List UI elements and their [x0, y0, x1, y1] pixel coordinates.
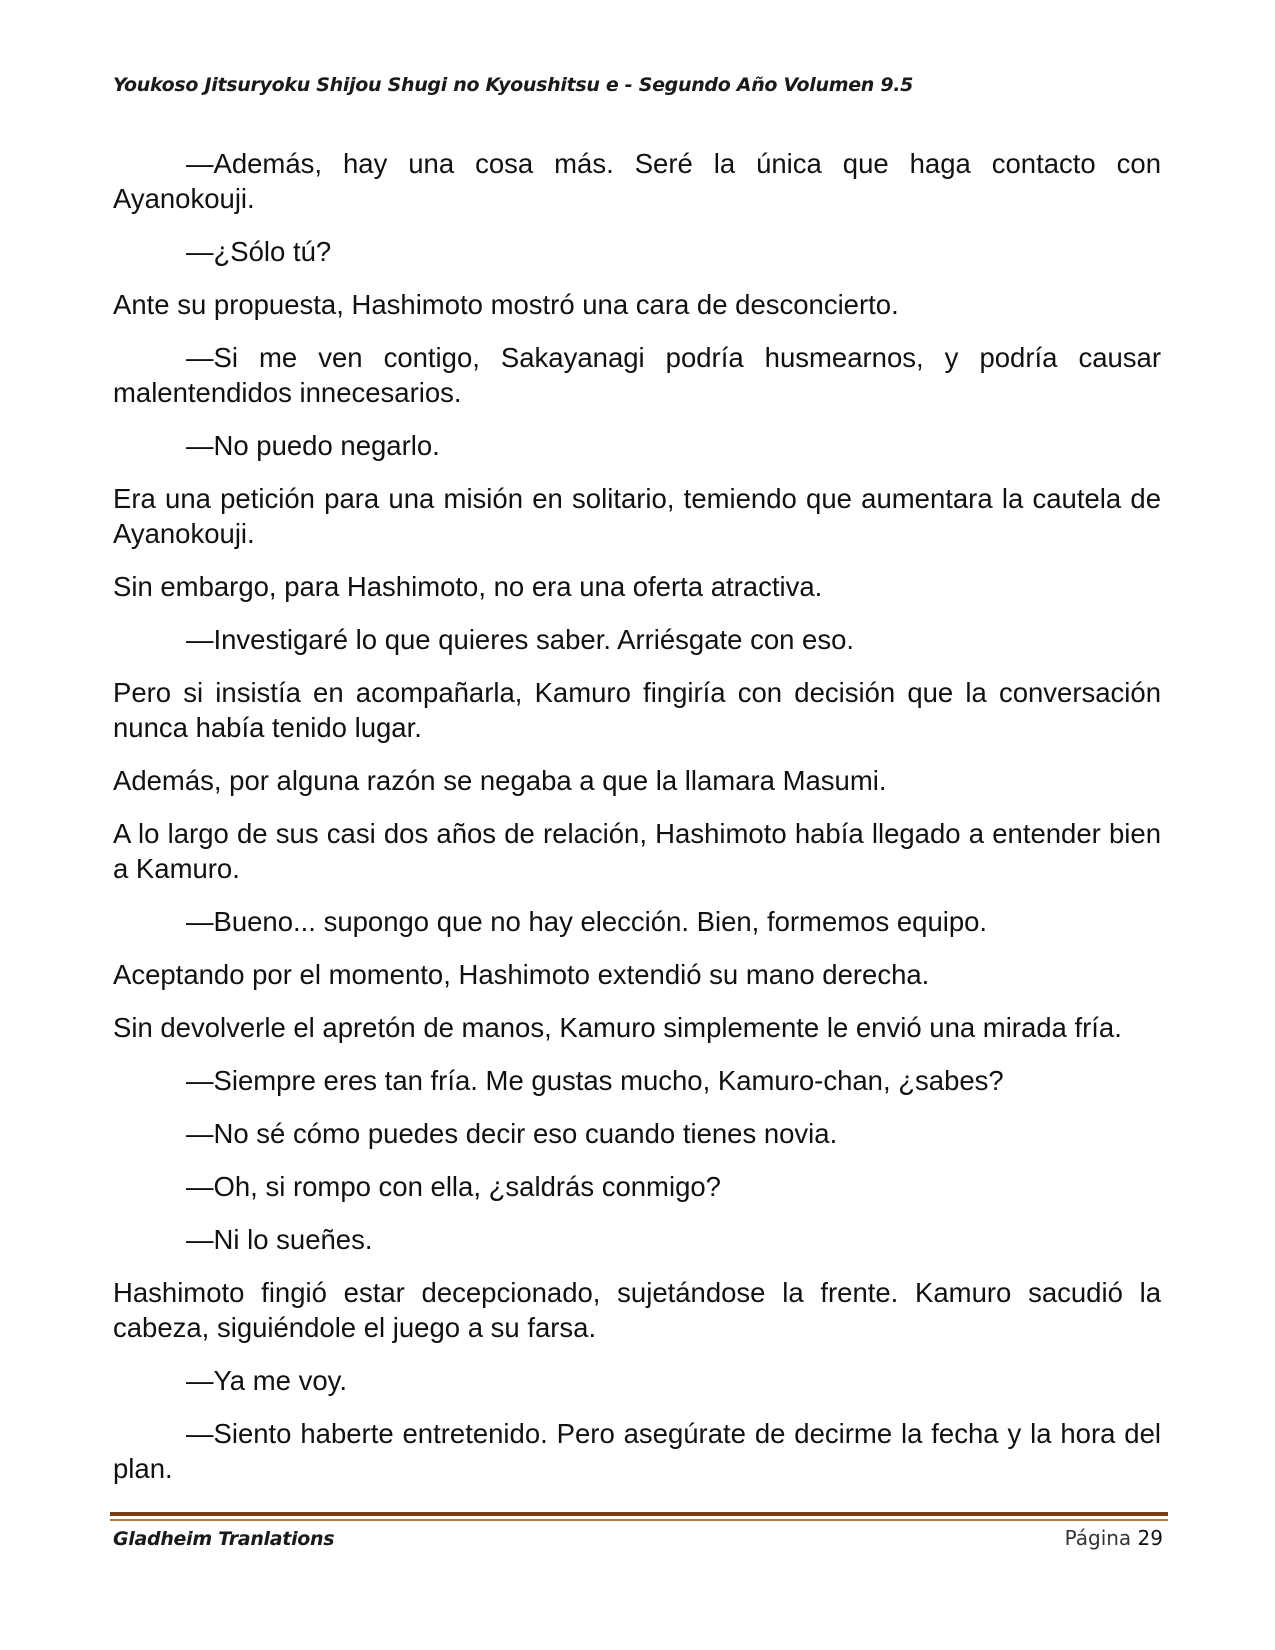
- paragraph-21: —Siento haberte entretenido. Pero asegúrate de decirme la fecha y la hora del plan.: [113, 1418, 1161, 1484]
- paragraph-17: —Oh, si rompo con ella, ¿saldrás conmigo?: [186, 1171, 721, 1202]
- paragraph-8: —Investigaré lo que quieres saber. Arriésgate con eso.: [186, 624, 855, 655]
- paragraph-13: Aceptando por el momento, Hashimoto extendió su mano derecha.: [113, 959, 930, 990]
- page-body: [113, 146, 1161, 1504]
- footer-rule-thin: [110, 1519, 1168, 1521]
- paragraph-1: —Además, hay una cosa más. Seré la única que haga contacto con Ayanokouji.: [113, 148, 1161, 214]
- page-number: 29: [1137, 1526, 1163, 1550]
- paragraph-4: —Si me ven contigo, Sakayanagi podría husmearnos, y podría causar malentendidos innecesarios.: [113, 342, 1161, 408]
- footer-credit: Gladheim Tranlations: [113, 1528, 335, 1550]
- page-number-label: [1065, 1526, 1163, 1550]
- paragraph-6: Era una petición para una misión en solitario, temiendo que aumentara la cautela de Ayanokouji.: [113, 483, 1161, 549]
- paragraph-14: Sin devolverle el apretón de manos, Kamuro simplemente le envió una mirada fría.: [113, 1012, 1122, 1043]
- page-label: Página: [1064, 1526, 1132, 1550]
- paragraph-7: Sin embargo, para Hashimoto, no era una oferta atractiva.: [113, 571, 823, 602]
- running-header: Youkoso Jitsuryoku Shijou Shugi no Kyoushitsu e - Segundo Año Volumen 9.5: [113, 74, 914, 96]
- paragraph-18: —Ni lo sueñes.: [186, 1224, 373, 1255]
- paragraph-5: —No puedo negarlo.: [186, 430, 440, 461]
- paragraph-20: —Ya me voy.: [186, 1365, 347, 1396]
- paragraph-10: Además, por alguna razón se negaba a que la llamara Masumi.: [113, 765, 887, 796]
- paragraph-11: A lo largo de sus casi dos años de relación, Hashimoto había llegado a entender bien a Kamuro.: [113, 818, 1161, 884]
- paragraph-3: Ante su propuesta, Hashimoto mostró una cara de desconcierto.: [113, 289, 899, 320]
- paragraph-2: —¿Sólo tú?: [186, 236, 332, 267]
- footer-rule-thick: [110, 1512, 1168, 1516]
- paragraph-15: —Siempre eres tan fría. Me gustas mucho, Kamuro-chan, ¿sabes?: [186, 1065, 1004, 1096]
- paragraph-12: —Bueno... supongo que no hay elección. Bien, formemos equipo.: [186, 906, 988, 937]
- paragraph-9: Pero si insistía en acompañarla, Kamuro fingiría con decisión que la conversación nunca había tenido lugar.: [113, 677, 1161, 743]
- paragraph-16: —No sé cómo puedes decir eso cuando tienes novia.: [186, 1118, 838, 1149]
- paragraph-19: Hashimoto fingió estar decepcionado, sujetándose la frente. Kamuro sacudió la cabeza, siguiéndole el juego a su farsa.: [113, 1277, 1161, 1343]
